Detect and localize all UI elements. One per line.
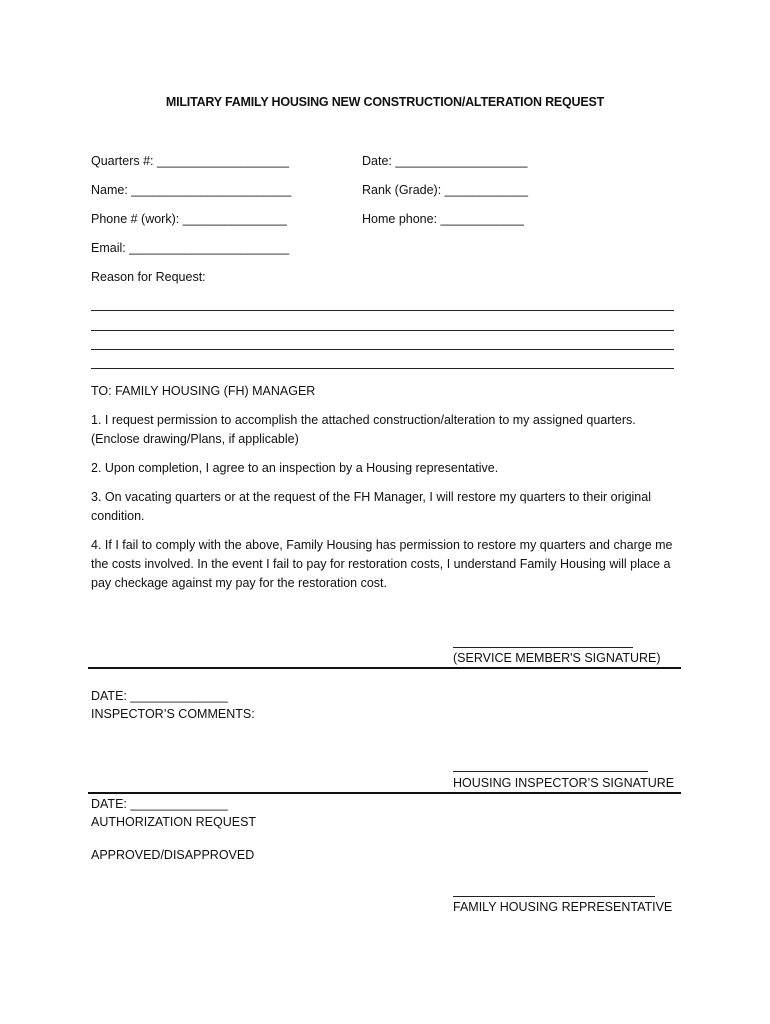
representative-signature-label: FAMILY HOUSING REPRESENTATIVE — [453, 900, 673, 914]
service-member-signature-label: (SERVICE MEMBER'S SIGNATURE) — [453, 651, 661, 665]
paragraph-1: 1. I request permission to accomplish the attached construction/alteration to my assigned quarters. (Enclose drawing/Plans, if applicable) — [91, 413, 636, 446]
inspector-signature-label: HOUSING INSPECTOR’S SIGNATURE — [453, 776, 675, 790]
inspection-date-field[interactable]: DATE: ______________ — [91, 689, 228, 703]
inspector-comments-label: INSPECTOR’S COMMENTS: — [91, 707, 255, 721]
reason-line-1[interactable] — [91, 310, 674, 311]
reason-line-4[interactable] — [91, 368, 674, 369]
section-divider-1 — [88, 667, 681, 669]
paragraph-3: 3. On vacating quarters or at the request of the FH Manager, I will restore my quarters to their original condition. — [91, 490, 651, 523]
rank-field[interactable]: Rank (Grade): ____________ — [362, 183, 529, 197]
name-field[interactable]: Name: _______________________ — [91, 183, 292, 197]
reason-line-3[interactable] — [91, 349, 674, 350]
paragraph-4: 4. If I fail to comply with the above, Family Housing has permission to restore my quarters and charge me the costs involved. In the event I fail to pay for restoration costs, I understand Family Housing will place a pay checkage against my pay for the restoration cost. — [91, 538, 673, 590]
reason-line-2[interactable] — [91, 330, 674, 331]
inspector-signature-line[interactable] — [453, 771, 648, 772]
representative-signature-line[interactable] — [453, 896, 655, 897]
to-line: TO: FAMILY HOUSING (FH) MANAGER — [91, 384, 316, 398]
reason-label: Reason for Request: — [91, 270, 206, 284]
quarters-field[interactable]: Quarters #: ___________________ — [91, 154, 290, 168]
section-divider-2 — [88, 792, 681, 794]
authorization-request-label: AUTHORIZATION REQUEST — [91, 815, 257, 829]
approval-status-label[interactable]: APPROVED/DISAPPROVED — [91, 848, 255, 862]
authorization-date-field[interactable]: DATE: ______________ — [91, 797, 228, 811]
service-member-signature-line[interactable] — [453, 647, 633, 648]
phone-work-field[interactable]: Phone # (work): _______________ — [91, 212, 287, 226]
email-field[interactable]: Email: _______________________ — [91, 241, 290, 255]
paragraph-2: 2. Upon completion, I agree to an inspection by a Housing representative. — [91, 461, 499, 475]
form-title: MILITARY FAMILY HOUSING NEW CONSTRUCTION/ALTERATION REQUEST — [165, 95, 605, 109]
date-field[interactable]: Date: ___________________ — [362, 154, 528, 168]
home-phone-field[interactable]: Home phone: ____________ — [362, 212, 524, 226]
